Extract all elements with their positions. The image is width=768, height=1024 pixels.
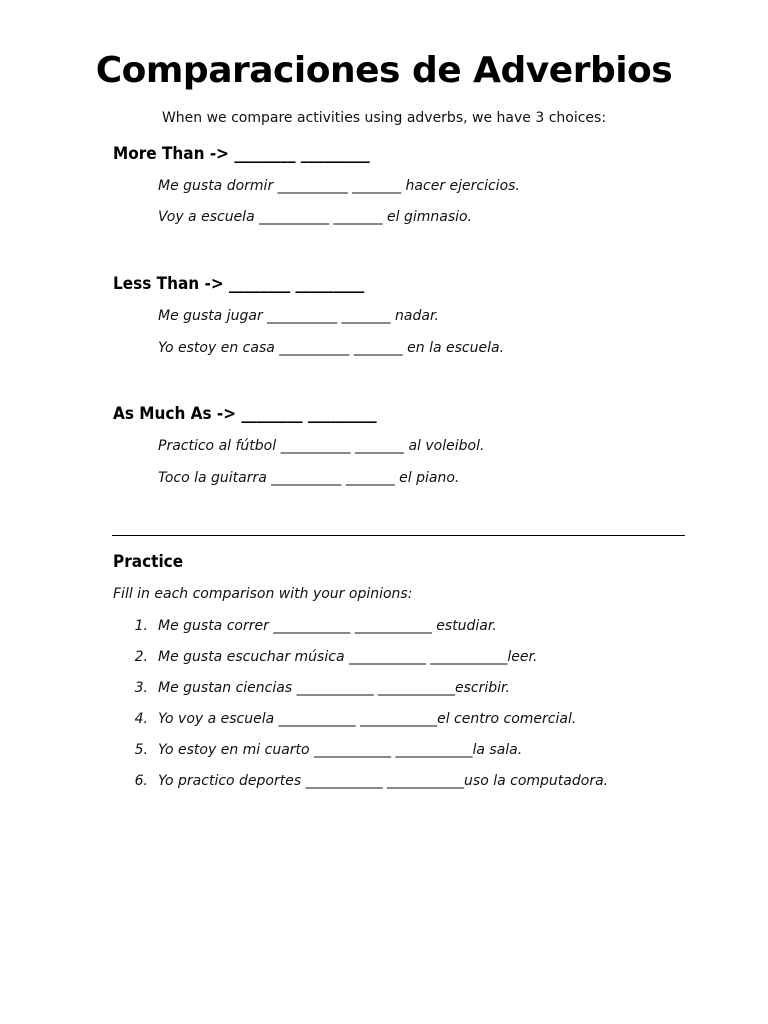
item-number: 6. (134, 773, 148, 789)
example-sentence: Toco la guitarra __________ _______ el piano. (158, 470, 460, 486)
practice-item: Yo estoy en mi cuarto ___________ ___________la sala. (158, 742, 523, 758)
section-heading-more-than: More Than -> ________ _________ (113, 144, 370, 164)
item-number: 5. (134, 742, 148, 758)
example-sentence: Me gusta jugar __________ _______ nadar. (158, 308, 439, 324)
practice-item: Yo practico deportes ___________ ___________uso la computadora. (158, 773, 609, 789)
example-sentence: Voy a escuela __________ _______ el gimnasio. (158, 209, 473, 225)
practice-item: Me gusta correr ___________ ___________ estudiar. (158, 618, 497, 634)
item-number: 4. (134, 711, 148, 727)
practice-item: Me gusta escuchar música ___________ ___________leer. (158, 649, 538, 665)
example-sentence: Me gusta dormir __________ _______ hacer ejercicios. (158, 178, 520, 194)
example-sentence: Yo estoy en casa __________ _______ en la escuela. (158, 340, 505, 356)
section-heading-as-much-as: As Much As -> ________ _________ (113, 404, 377, 424)
example-sentence: Practico al fútbol __________ _______ al voleibol. (158, 438, 485, 454)
practice-item: Me gustan ciencias ___________ ___________escribir. (158, 680, 510, 696)
page-title: Comparaciones de Adverbios (95, 50, 673, 91)
page-subtitle: When we compare activities using adverbs, we have 3 choices: (161, 110, 607, 126)
item-number: 2. (134, 649, 148, 665)
practice-item: Yo voy a escuela ___________ ___________el centro comercial. (158, 711, 577, 727)
section-heading-less-than: Less Than -> ________ _________ (113, 274, 365, 294)
divider-line (112, 535, 685, 536)
item-number: 3. (134, 680, 148, 696)
item-number: 1. (134, 618, 148, 634)
practice-heading: Practice (113, 552, 184, 572)
practice-instructions: Fill in each comparison with your opinions: (113, 586, 413, 602)
